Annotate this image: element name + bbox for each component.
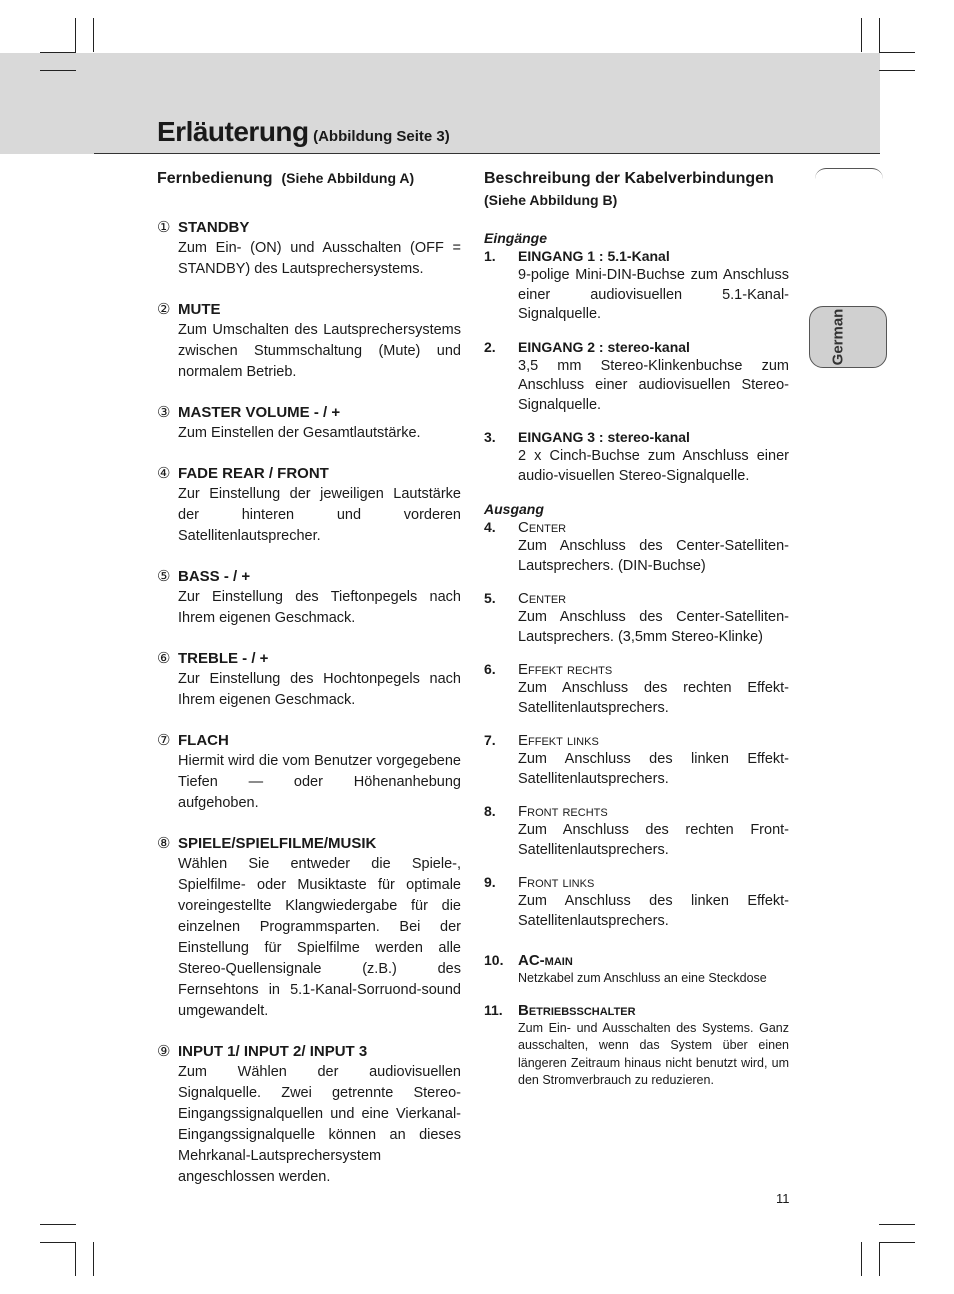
list-item: ⑦ FLACH Hiermit wird die vom Benutzer vorgegebene Tiefen — oder Höhenanhebung aufgehoben. (157, 732, 461, 811)
list-item: 6. Effekt rechts Zum Anschluss des rechten Effekt-Satellitenlautsprechers. (484, 661, 789, 716)
list-item: ⑨ INPUT 1/ INPUT 2/ INPUT 3 Zum Wählen der audiovisuellen Signalquelle. Zwei getrennte Stereo-Eingangssignalquellen und eine Vierkanal-Eingangssignalquelle können an dieses Mehrkanal-Lautsprechersystem angeschlossen werden. (157, 1043, 461, 1185)
list-item: ③ MASTER VOLUME - / + Zum Einstellen der Gesamtlautstärke. (157, 404, 421, 441)
title-sub: (Abbildung Seite 3) (313, 128, 450, 145)
language-tab-label: German (829, 308, 847, 366)
list-item: ⑥ TREBLE - / + Zur Einstellung des Hochtonpegels nach Ihrem eigenen Geschmack. (157, 650, 461, 708)
list-item: 8. Front rechts Zum Anschluss des rechten Front-Satellitenlautsprechers. (484, 803, 789, 858)
header-rule (94, 153, 880, 154)
list-item: 1. EINGANG 1 : 5.1-Kanal 9-polige Mini-DIN-Buchse zum Anschluss einer audiovisuellen 5.1-Kanal-Signalquelle. (484, 248, 789, 322)
list-item: ④ FADE REAR / FRONT Zur Einstellung der jeweiligen Lautstärke der hinteren und vorderen Satellitenlautsprecher. (157, 465, 461, 544)
language-tab-edge (815, 168, 883, 179)
section-heading: Fernbedienung (Siehe Abbildung A) (157, 170, 415, 187)
list-item: 10. AC-main Netzkabel zum Anschluss an eine Steckdose (484, 952, 767, 985)
page-number: 11 (776, 1191, 790, 1206)
language-tab (809, 306, 887, 368)
list-item: ① STANDBY Zum Ein- (ON) und Ausschalten (OFF = STANDBY) des Lautsprechersystems. (157, 219, 461, 277)
list-item: 9. Front links Zum Anschluss des linken Effekt-Satellitenlautsprechers. (484, 874, 789, 929)
list-item: 4. Center Zum Anschluss des Center-Satelliten-Lautsprechers. (DIN-Buchse) (484, 519, 789, 574)
remote-control-section (157, 170, 461, 1188)
page-title (157, 116, 450, 148)
title-main: Erläuterung (157, 116, 309, 147)
list-item: 7. Effekt links Zum Anschluss des linken Effekt-Satellitenlautsprechers. (484, 732, 789, 787)
outputs-label: Ausgang (484, 501, 544, 517)
cable-connections-section (484, 170, 789, 1090)
section-heading: Beschreibung der Kabelverbindungen (484, 170, 774, 187)
section-subheading: (Siehe Abbildung B) (484, 192, 618, 208)
list-item: 3. EINGANG 3 : stereo-kanal 2 x Cinch-Buchse zum Anschluss einer audio-visuellen Stereo-Signalquelle. (484, 429, 789, 484)
list-item: ⑧ SPIELE/SPIELFILME/MUSIK Wählen Sie entweder die Spiele-, Spielfilme- oder Musiktaste für optimale voreingestellte Klangwiedergabe für die einzelnen Programmsparten. Bei der Einstellung für Spielfilme werden alle Stereo-Quellensignale (z.B.) des Fernsehtons in 5.1-Kanal-Sorruond-sound umgewandelt. (157, 835, 461, 1019)
list-item: ⑤ BASS - / + Zur Einstellung des Tieftonpegels nach Ihrem eigenen Geschmack. (157, 568, 461, 626)
list-item: 11. Betriebsschalter Zum Ein- und Ausschalten des Systems. Ganz ausschalten, wenn das System über einen längeren Zeitraum hinaus nicht benutzt wird, um den Stromverbrauch zu reduzieren. (484, 1001, 789, 1087)
list-item: 5. Center Zum Anschluss des Center-Satelliten-Lautsprechers. (3,5mm Stereo-Klinke) (484, 590, 789, 645)
list-item: 2. EINGANG 2 : stereo-kanal 3,5 mm Stereo-Klinkenbuchse zum Anschluss einer audiovisuellen Stereo-Signalquelle. (484, 338, 789, 413)
list-item: ② MUTE Zum Umschalten des Lautsprechersystems zwischen Stummschaltung (Mute) und normalem Betrieb. (157, 301, 461, 380)
inputs-label: Eingänge (484, 230, 548, 246)
